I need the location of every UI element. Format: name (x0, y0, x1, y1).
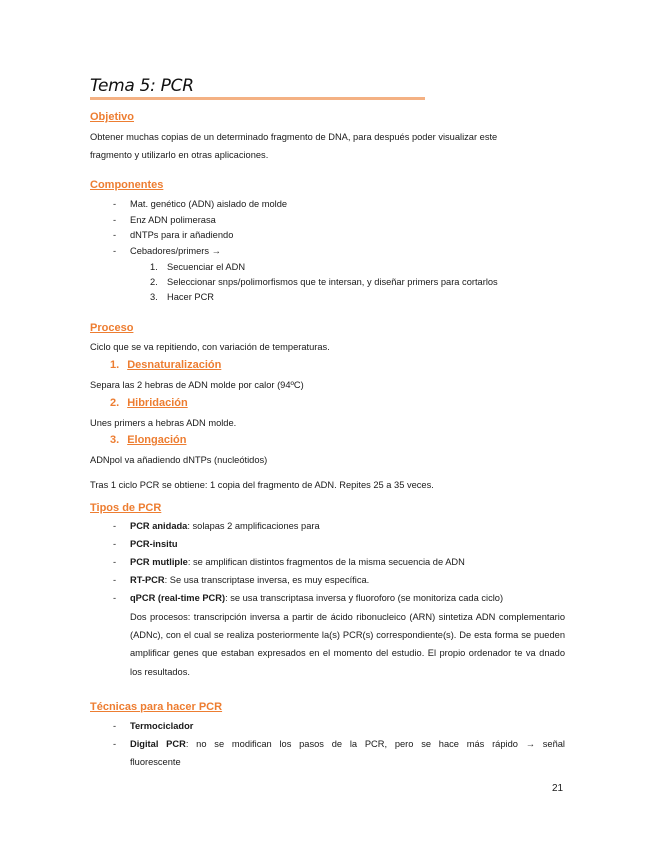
heading-proceso: Proceso (90, 322, 134, 334)
objetivo-line-1: Obtener muchas copias de un determinado fragmento de DNA, para después poder visualizar este (90, 132, 498, 142)
bullet: - (113, 593, 117, 603)
heading-objetivo: Objetivo (90, 111, 135, 123)
step-text: ADNpol va añadiendo dNTPs (nucleótidos) (90, 455, 268, 465)
step-title: Hibridación (127, 397, 188, 409)
proceso-intro: Ciclo que se va repitiendo, con variación de temperaturas. (90, 342, 330, 352)
step-heading-2 (110, 397, 188, 409)
tecnica-item (130, 739, 565, 749)
step-heading-3 (110, 434, 186, 446)
objetivo-line-2: fragmento y utilizarlo en otras aplicaciones. (90, 150, 269, 160)
page-title: Tema 5: PCR (90, 76, 194, 96)
bullet: - (113, 539, 117, 549)
tipo-desc: : solapas 2 amplificaciones para (187, 521, 320, 531)
subitem-number: 1. (150, 262, 158, 272)
subitem-number: 3. (150, 292, 158, 302)
bullet: - (113, 557, 117, 567)
tipo-name: PCR mutliple (130, 557, 188, 567)
tecnica-name: Termociclador (130, 721, 194, 731)
componente-item: Cebadores/primers → (130, 246, 221, 256)
step-heading-1 (110, 359, 221, 371)
step-text: Separa las 2 hebras de ADN molde por calor (94ºC) (90, 380, 304, 390)
componente-item: Mat. genético (ADN) aislado de molde (130, 199, 288, 209)
bullet: - (113, 199, 117, 209)
tipo-name: RT-PCR (130, 575, 165, 585)
proceso-summary: Tras 1 ciclo PCR se obtiene: 1 copia del fragmento de ADN. Repites 25 a 35 veces. (90, 480, 434, 490)
bullet: - (113, 721, 117, 731)
bullet: - (113, 739, 117, 749)
step-title: Elongación (127, 434, 187, 446)
tipo-desc: : Se usa transcriptase inversa, es muy específica. (164, 575, 370, 585)
tipo-desc: : se amplifican distintos fragmentos de la misma secuencia de ADN (187, 557, 465, 567)
subitem-number: 2. (150, 277, 158, 287)
tipo-desc: : se usa transcriptasa inversa y fluoroforo (se monitoriza cada ciclo) (225, 593, 504, 603)
page-number: 21 (552, 783, 564, 794)
heading-tipos: Tipos de PCR (90, 502, 162, 514)
bullet: - (113, 230, 117, 240)
subitem-text: Seleccionar snps/polimorfismos que te intersan, y diseñar primers para cortarlos (167, 277, 498, 287)
tecnica-item (130, 721, 193, 731)
heading-tecnicas: Técnicas para hacer PCR (90, 701, 223, 713)
tipo-name: PCR-insitu (130, 539, 178, 549)
tipo-name: qPCR (real-time PCR) (130, 593, 226, 603)
subitem-text: Hacer PCR (167, 292, 215, 302)
step-title: Desnaturalización (127, 359, 222, 371)
step-number: 2. (110, 397, 120, 409)
title-underline (90, 97, 425, 100)
bullet: - (113, 521, 117, 531)
qpcr-paragraph: Dos procesos: transcripción inversa a partir de ácido ribonucleico (ARN) sintetiza ADN complementario (ADNc), con el cual se realiza posteriormente la(s) PCR(s) correspondiente(s). De esta forma se pueden amplificar genes que estaban expresados en el momento del estudio. El propio ordenador te va dnado los resultados. (130, 612, 565, 677)
tecnica-name: Digital PCR (130, 739, 186, 749)
tipo-item (130, 575, 369, 585)
bullet: - (113, 215, 117, 225)
tipo-item (130, 557, 465, 567)
tecnica-continuation: fluorescente (130, 757, 181, 767)
bullet: - (113, 575, 117, 585)
componente-item: dNTPs para ir añadiendo (130, 230, 234, 240)
heading-componentes: Componentes (90, 179, 164, 191)
subitem-text: Secuenciar el ADN (167, 262, 246, 272)
tipo-item (130, 539, 178, 549)
tipo-item (130, 521, 320, 531)
tipo-item (130, 593, 503, 603)
tipo-name: PCR anidada (130, 521, 188, 531)
step-number: 1. (110, 359, 120, 371)
step-number: 3. (110, 434, 120, 446)
tecnica-desc: : no se modifican los pasos de la PCR, pero se hace más rápido → señal (185, 739, 566, 749)
step-text: Unes primers a hebras ADN molde. (90, 418, 237, 428)
bullet: - (113, 246, 117, 256)
componente-item: Enz ADN polimerasa (130, 215, 216, 225)
